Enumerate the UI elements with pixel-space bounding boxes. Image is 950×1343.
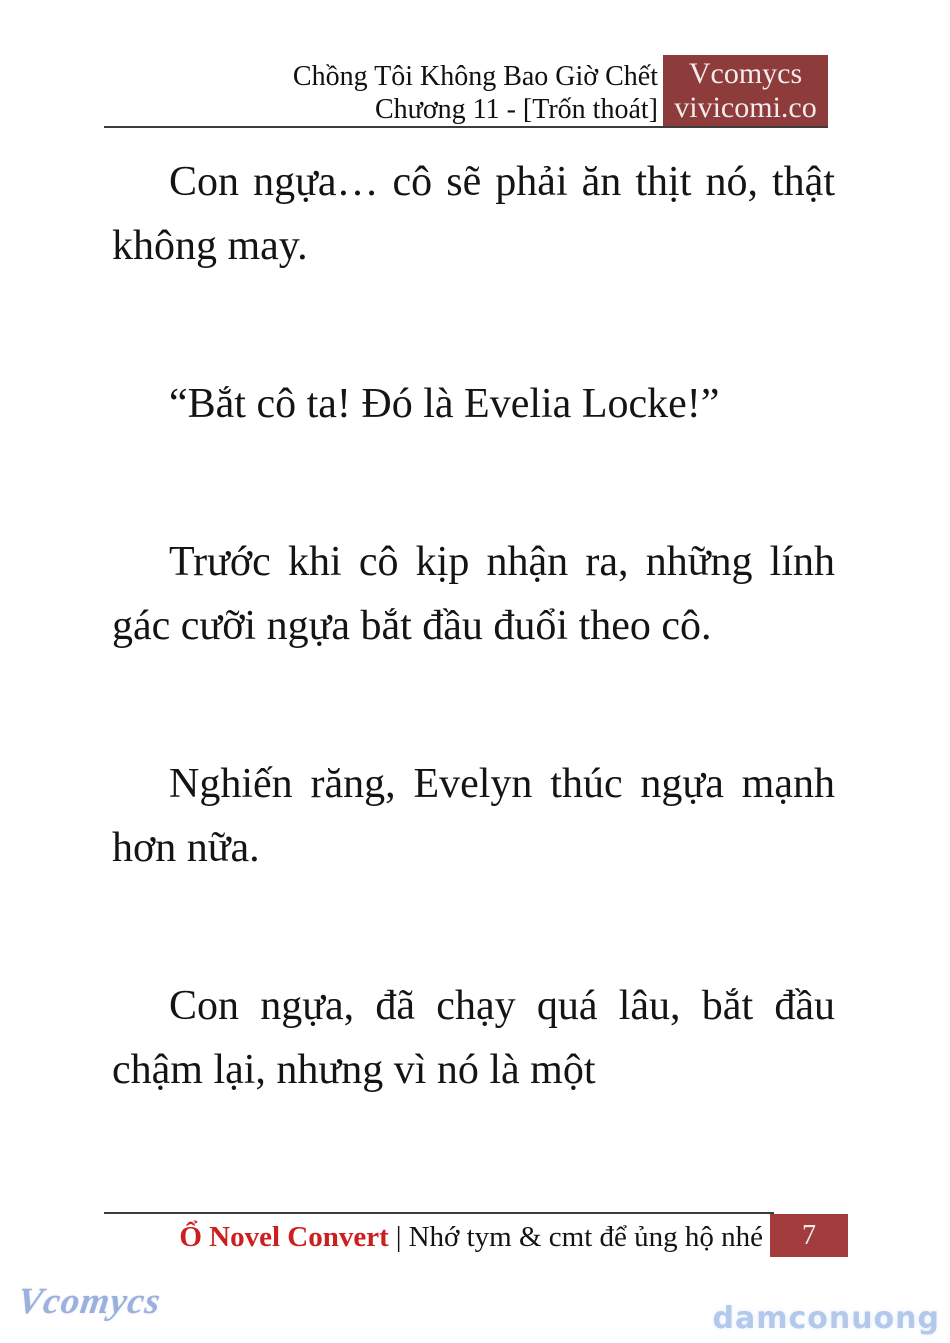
paragraph-2: “Bắt cô ta! Đó là Evelia Locke!” (169, 381, 720, 427)
paragraph-1: Con ngựa… cô sẽ phải ăn thịt nó, thật không may. (112, 159, 835, 269)
footer-note: Nhớ tym & cmt để ủng hộ nhé (408, 1221, 763, 1253)
paragraph-5: Con ngựa, đã chạy quá lâu, bắt đầu chậm lại, nhưng vì nó là một (112, 983, 835, 1093)
footer-brand: Ổ Novel Convert (179, 1221, 389, 1253)
footer-separator: | (395, 1221, 402, 1253)
chapter-title: Chương 11 - [Trốn thoát] (374, 94, 658, 125)
header-divider (104, 126, 828, 128)
paragraph-3: Trước khi cô kịp nhận ra, những lính gác cưỡi ngựa bắt đầu đuổi theo cô. (112, 539, 835, 649)
page-number-badge (770, 1214, 848, 1257)
paragraph-4: Nghiến răng, Evelyn thúc ngựa mạnh hơn nữa. (112, 761, 835, 871)
footer-credit (0, 1220, 763, 1254)
page-number: 7 (802, 1220, 816, 1251)
vcomycs-logo-watermark: Vcomycs (15, 1281, 164, 1322)
publisher-website: vivicomi.co (674, 91, 817, 124)
publisher-name: Vcomycs (688, 57, 803, 90)
publisher-badge (663, 55, 828, 128)
book-title: Chồng Tôi Không Bao Giờ Chết (292, 61, 658, 92)
footer-divider (104, 1212, 774, 1214)
chapter-body (112, 150, 835, 1102)
page-header-title (0, 60, 658, 126)
damconuong-watermark: damconuong (712, 1301, 940, 1336)
